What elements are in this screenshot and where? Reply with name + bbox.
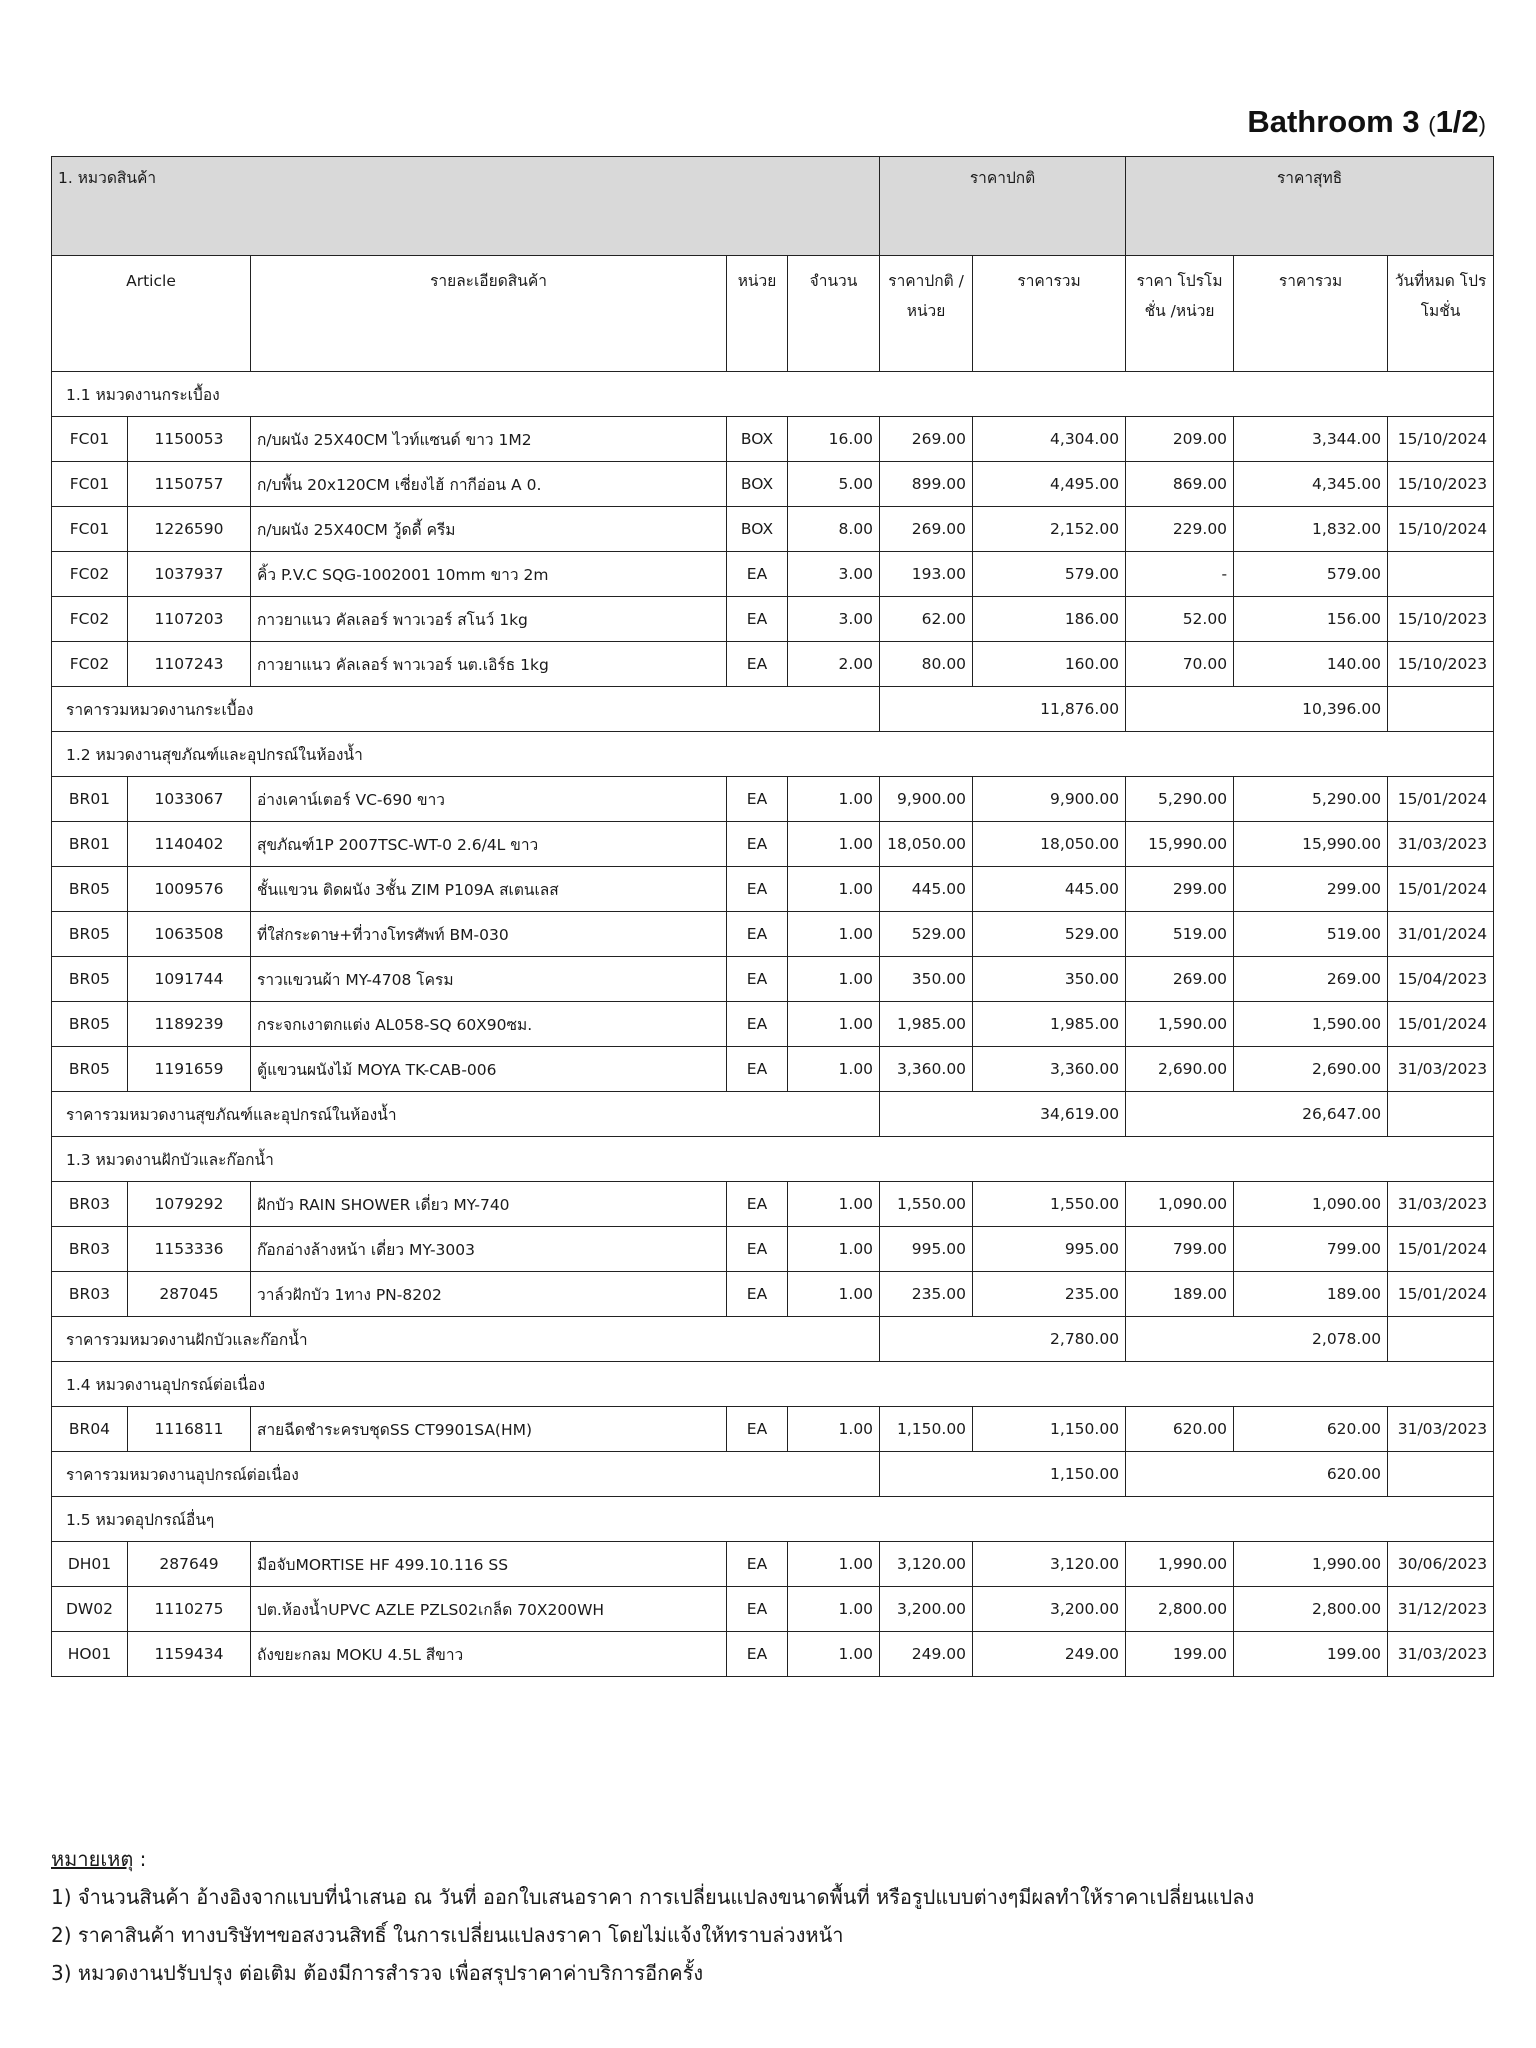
item-total: 445.00	[973, 867, 1126, 912]
table-row	[52, 552, 1494, 597]
section-header-row	[52, 1137, 1494, 1182]
item-promo-end: 15/10/2023	[1388, 462, 1494, 507]
section-title: 1.4 หมวดงานอุปกรณ์ต่อเนื่อง	[52, 1362, 1494, 1407]
table-row	[52, 642, 1494, 687]
subtotal-row	[52, 687, 1494, 732]
section-title: 1.3 หมวดงานฝักบัวและก๊อกน้ำ	[52, 1137, 1494, 1182]
item-unit-price: 9,900.00	[880, 777, 973, 822]
item-net-total: 2,800.00	[1234, 1587, 1388, 1632]
item-total: 3,200.00	[973, 1587, 1126, 1632]
item-net-total: 1,590.00	[1234, 1002, 1388, 1047]
item-article: 1063508	[128, 912, 251, 957]
item-promo-price: 209.00	[1126, 417, 1234, 462]
item-code: BR05	[52, 867, 128, 912]
item-promo-end: 31/03/2023	[1388, 1632, 1494, 1677]
column-header-row	[52, 256, 1494, 372]
col-description: รายละเอียดสินค้า	[251, 256, 727, 372]
item-code: BR05	[52, 912, 128, 957]
item-promo-price: 229.00	[1126, 507, 1234, 552]
item-promo-price: 519.00	[1126, 912, 1234, 957]
table-row	[52, 1227, 1494, 1272]
subtotal-empty-cell	[1388, 1452, 1494, 1497]
remark-line: 1) จำนวนสินค้า อ้างอิงจากแบบที่นำเสนอ ณ วันที่ ออกใบเสนอราคา การเปลี่ยนแปลงขนาดพื้นที่ หรือรูปแบบต่างๆมีผลทำให้ราคาเปลี่ยนแปลง	[51, 1885, 1255, 1909]
item-quantity: 1.00	[788, 867, 880, 912]
item-net-total: 156.00	[1234, 597, 1388, 642]
page-title	[0, 104, 1486, 140]
item-quantity: 1.00	[788, 1542, 880, 1587]
item-description: ตู้แขวนผนังไม้ MOYA TK-CAB-006	[251, 1047, 727, 1092]
item-promo-end: 15/10/2024	[1388, 507, 1494, 552]
item-net-total: 15,990.00	[1234, 822, 1388, 867]
item-unit: EA	[727, 1227, 788, 1272]
item-unit-price: 3,360.00	[880, 1047, 973, 1092]
item-unit: EA	[727, 1272, 788, 1317]
item-total: 529.00	[973, 912, 1126, 957]
item-promo-end: 31/03/2023	[1388, 822, 1494, 867]
item-article: 1191659	[128, 1047, 251, 1092]
item-net-total: 189.00	[1234, 1272, 1388, 1317]
item-unit: EA	[727, 1632, 788, 1677]
table-row	[52, 957, 1494, 1002]
table-row	[52, 507, 1494, 552]
item-promo-price: 70.00	[1126, 642, 1234, 687]
section-title: 1.1 หมวดงานกระเบื้อง	[52, 372, 1494, 417]
table-row	[52, 822, 1494, 867]
item-quantity: 1.00	[788, 1632, 880, 1677]
item-net-total: 799.00	[1234, 1227, 1388, 1272]
item-article: 1159434	[128, 1632, 251, 1677]
item-promo-end: 30/06/2023	[1388, 1542, 1494, 1587]
item-article: 1107203	[128, 597, 251, 642]
header-group-row	[52, 157, 1494, 256]
item-unit: EA	[727, 957, 788, 1002]
quotation-table	[51, 156, 1494, 1677]
table-row	[52, 597, 1494, 642]
item-code: BR05	[52, 1002, 128, 1047]
item-unit-price: 350.00	[880, 957, 973, 1002]
item-promo-end: 15/01/2024	[1388, 867, 1494, 912]
item-total: 4,495.00	[973, 462, 1126, 507]
item-code: FC01	[52, 417, 128, 462]
table-row	[52, 1002, 1494, 1047]
item-promo-price: 199.00	[1126, 1632, 1234, 1677]
item-unit-price: 3,200.00	[880, 1587, 973, 1632]
item-net-total: 620.00	[1234, 1407, 1388, 1452]
item-article: 1150757	[128, 462, 251, 507]
item-net-total: 519.00	[1234, 912, 1388, 957]
item-article: 287045	[128, 1272, 251, 1317]
item-unit-price: 1,150.00	[880, 1407, 973, 1452]
item-article: 1150053	[128, 417, 251, 462]
net-subtotal-value: 620.00	[1126, 1452, 1388, 1497]
item-code: FC01	[52, 462, 128, 507]
col-promo-end: วันที่หมด โปรโมชั่น	[1388, 256, 1494, 372]
item-unit: EA	[727, 822, 788, 867]
section-title: 1.2 หมวดงานสุขภัณฑ์และอุปกรณ์ในห้องน้ำ	[52, 732, 1494, 777]
item-code: HO01	[52, 1632, 128, 1677]
item-promo-end: 15/01/2024	[1388, 1002, 1494, 1047]
item-total: 1,550.00	[973, 1182, 1126, 1227]
item-description: ราวแขวนผ้า MY-4708 โครม	[251, 957, 727, 1002]
item-promo-end: 15/10/2023	[1388, 597, 1494, 642]
col-net-total: ราคารวม	[1234, 256, 1388, 372]
item-net-total: 2,690.00	[1234, 1047, 1388, 1092]
subtotal-empty-cell	[1388, 1092, 1494, 1137]
item-code: DH01	[52, 1542, 128, 1587]
item-quantity: 1.00	[788, 957, 880, 1002]
item-code: BR03	[52, 1272, 128, 1317]
item-total: 186.00	[973, 597, 1126, 642]
item-total: 350.00	[973, 957, 1126, 1002]
item-unit: EA	[727, 1047, 788, 1092]
item-total: 995.00	[973, 1227, 1126, 1272]
item-net-total: 299.00	[1234, 867, 1388, 912]
item-description: คิ้ว P.V.C SQG-1002001 10mm ขาว 2m	[251, 552, 727, 597]
net-subtotal-value: 2,078.00	[1126, 1317, 1388, 1362]
item-article: 1107243	[128, 642, 251, 687]
item-promo-price: 1,590.00	[1126, 1002, 1234, 1047]
table-row	[52, 1407, 1494, 1452]
item-promo-price: 15,990.00	[1126, 822, 1234, 867]
section-header-row	[52, 1497, 1494, 1542]
section-header-row	[52, 1362, 1494, 1407]
col-quantity: จำนวน	[788, 256, 880, 372]
item-unit: EA	[727, 1002, 788, 1047]
item-net-total: 140.00	[1234, 642, 1388, 687]
item-quantity: 1.00	[788, 1587, 880, 1632]
item-promo-price: 620.00	[1126, 1407, 1234, 1452]
net-subtotal-value: 26,647.00	[1126, 1092, 1388, 1137]
item-description: ถังขยะกลม MOKU 4.5L สีขาว	[251, 1632, 727, 1677]
item-unit: BOX	[727, 507, 788, 552]
table-row	[52, 1047, 1494, 1092]
table-row	[52, 417, 1494, 462]
item-promo-end: 15/10/2023	[1388, 642, 1494, 687]
title-page: 1/2	[1435, 104, 1479, 139]
table-row	[52, 1587, 1494, 1632]
item-quantity: 16.00	[788, 417, 880, 462]
item-quantity: 1.00	[788, 1407, 880, 1452]
item-total: 160.00	[973, 642, 1126, 687]
item-promo-end	[1388, 552, 1494, 597]
item-code: BR03	[52, 1182, 128, 1227]
item-code: BR01	[52, 777, 128, 822]
item-unit: EA	[727, 552, 788, 597]
item-description: ก๊อกอ่างล้างหน้า เดี่ยว MY-3003	[251, 1227, 727, 1272]
title-paren-close: )	[1478, 112, 1486, 137]
col-promo-price: ราคา โปรโมชั่น /หน่วย	[1126, 256, 1234, 372]
item-description: ที่ใส่กระดาษ+ที่วางโทรศัพท์ BM-030	[251, 912, 727, 957]
item-promo-price: 5,290.00	[1126, 777, 1234, 822]
item-unit-price: 995.00	[880, 1227, 973, 1272]
item-unit-price: 269.00	[880, 507, 973, 552]
remarks-colon: :	[133, 1847, 147, 1871]
item-net-total: 579.00	[1234, 552, 1388, 597]
table-row	[52, 1272, 1494, 1317]
item-unit-price: 62.00	[880, 597, 973, 642]
title-main: Bathroom 3	[1247, 104, 1420, 139]
table-row	[52, 462, 1494, 507]
normal-price-header: ราคาปกติ	[880, 157, 1126, 256]
item-net-total: 1,090.00	[1234, 1182, 1388, 1227]
item-net-total: 1,990.00	[1234, 1542, 1388, 1587]
item-code: FC02	[52, 552, 128, 597]
item-quantity: 3.00	[788, 552, 880, 597]
item-quantity: 2.00	[788, 642, 880, 687]
item-article: 1226590	[128, 507, 251, 552]
item-article: 1110275	[128, 1587, 251, 1632]
col-unit-price: ราคาปกติ /หน่วย	[880, 256, 973, 372]
subtotal-value: 11,876.00	[880, 687, 1126, 732]
table-row	[52, 867, 1494, 912]
item-description: สายฉีดชำระครบชุดSS CT9901SA(HM)	[251, 1407, 727, 1452]
item-unit-price: 899.00	[880, 462, 973, 507]
item-promo-price: 1,990.00	[1126, 1542, 1234, 1587]
col-article: Article	[52, 256, 251, 372]
item-unit: EA	[727, 1407, 788, 1452]
item-quantity: 1.00	[788, 1272, 880, 1317]
table-row	[52, 912, 1494, 957]
item-promo-price: 299.00	[1126, 867, 1234, 912]
item-unit: EA	[727, 777, 788, 822]
category-header: 1. หมวดสินค้า	[52, 157, 880, 256]
item-unit-price: 445.00	[880, 867, 973, 912]
item-unit-price: 529.00	[880, 912, 973, 957]
item-promo-price: 2,690.00	[1126, 1047, 1234, 1092]
remarks-title: หมายเหตุ	[51, 1847, 134, 1871]
item-unit-price: 18,050.00	[880, 822, 973, 867]
item-promo-price: 2,800.00	[1126, 1587, 1234, 1632]
subtotal-empty-cell	[1388, 1317, 1494, 1362]
item-net-total: 5,290.00	[1234, 777, 1388, 822]
item-description: กาวยาแนว คัลเลอร์ พาวเวอร์ สโนว์ 1kg	[251, 597, 727, 642]
item-promo-end: 15/01/2024	[1388, 777, 1494, 822]
item-quantity: 5.00	[788, 462, 880, 507]
item-unit-price: 249.00	[880, 1632, 973, 1677]
title-paren-open: (	[1428, 112, 1436, 137]
item-code: FC01	[52, 507, 128, 552]
item-unit: EA	[727, 642, 788, 687]
item-article: 1091744	[128, 957, 251, 1002]
item-unit-price: 1,550.00	[880, 1182, 973, 1227]
item-promo-price: -	[1126, 552, 1234, 597]
item-quantity: 1.00	[788, 777, 880, 822]
subtotal-row	[52, 1452, 1494, 1497]
item-promo-end: 15/01/2024	[1388, 1272, 1494, 1317]
item-unit-price: 1,985.00	[880, 1002, 973, 1047]
item-article: 1009576	[128, 867, 251, 912]
item-promo-end: 31/03/2023	[1388, 1407, 1494, 1452]
remarks	[51, 1840, 1501, 1992]
remark-line: 3) หมวดงานปรับปรุง ต่อเติม ต้องมีการสำรวจ เพื่อสรุปราคาค่าบริการอีกครั้ง	[51, 1961, 704, 1985]
subtotal-label: ราคารวมหมวดงานฝักบัวและก๊อกน้ำ	[52, 1317, 880, 1362]
item-article: 1033067	[128, 777, 251, 822]
subtotal-value: 1,150.00	[880, 1452, 1126, 1497]
item-code: BR04	[52, 1407, 128, 1452]
item-total: 235.00	[973, 1272, 1126, 1317]
item-total: 3,360.00	[973, 1047, 1126, 1092]
item-description: ก/บพื้น 20x120CM เซี่ยงไฮ้ กากีอ่อน A 0.	[251, 462, 727, 507]
item-article: 1116811	[128, 1407, 251, 1452]
item-promo-price: 1,090.00	[1126, 1182, 1234, 1227]
item-promo-price: 52.00	[1126, 597, 1234, 642]
item-description: อ่างเคาน์เตอร์ VC-690 ขาว	[251, 777, 727, 822]
item-quantity: 1.00	[788, 822, 880, 867]
item-promo-end: 31/12/2023	[1388, 1587, 1494, 1632]
item-code: DW02	[52, 1587, 128, 1632]
subtotal-value: 34,619.00	[880, 1092, 1126, 1137]
item-unit: EA	[727, 867, 788, 912]
item-total: 579.00	[973, 552, 1126, 597]
section-title: 1.5 หมวดอุปกรณ์อื่นๆ	[52, 1497, 1494, 1542]
subtotal-label: ราคารวมหมวดงานสุขภัณฑ์และอุปกรณ์ในห้องน้ำ	[52, 1092, 880, 1137]
item-description: วาล์วฝักบัว 1ทาง PN-8202	[251, 1272, 727, 1317]
item-quantity: 8.00	[788, 507, 880, 552]
item-quantity: 1.00	[788, 1182, 880, 1227]
table-row	[52, 1182, 1494, 1227]
item-quantity: 1.00	[788, 1047, 880, 1092]
subtotal-label: ราคารวมหมวดงานกระเบื้อง	[52, 687, 880, 732]
item-description: กาวยาแนว คัลเลอร์ พาวเวอร์ นต.เอิร์ธ 1kg	[251, 642, 727, 687]
item-code: BR01	[52, 822, 128, 867]
item-unit: EA	[727, 1542, 788, 1587]
item-total: 9,900.00	[973, 777, 1126, 822]
table-row	[52, 1632, 1494, 1677]
item-promo-end: 31/03/2023	[1388, 1182, 1494, 1227]
item-description: มือจับMORTISE HF 499.10.116 SS	[251, 1542, 727, 1587]
item-code: FC02	[52, 597, 128, 642]
item-article: 1037937	[128, 552, 251, 597]
item-total: 3,120.00	[973, 1542, 1126, 1587]
item-promo-price: 799.00	[1126, 1227, 1234, 1272]
table-row	[52, 777, 1494, 822]
item-total: 4,304.00	[973, 417, 1126, 462]
subtotal-row	[52, 1317, 1494, 1362]
item-promo-end: 15/10/2024	[1388, 417, 1494, 462]
remark-line: 2) ราคาสินค้า ทางบริษัทฯขอสงวนสิทธิ์ ในการเปลี่ยนแปลงราคา โดยไม่แจ้งให้ทราบล่วงหน้า	[51, 1923, 844, 1947]
item-promo-end: 31/03/2023	[1388, 1047, 1494, 1092]
subtotal-value: 2,780.00	[880, 1317, 1126, 1362]
item-description: ฝักบัว RAIN SHOWER เดี่ยว MY-740	[251, 1182, 727, 1227]
item-promo-end: 15/01/2024	[1388, 1227, 1494, 1272]
item-net-total: 269.00	[1234, 957, 1388, 1002]
item-article: 1140402	[128, 822, 251, 867]
item-total: 1,985.00	[973, 1002, 1126, 1047]
item-article: 287649	[128, 1542, 251, 1587]
section-header-row	[52, 372, 1494, 417]
subtotal-label: ราคารวมหมวดงานอุปกรณ์ต่อเนื่อง	[52, 1452, 880, 1497]
item-unit-price: 269.00	[880, 417, 973, 462]
table-row	[52, 1542, 1494, 1587]
item-promo-end: 31/01/2024	[1388, 912, 1494, 957]
item-code: FC02	[52, 642, 128, 687]
section-header-row	[52, 732, 1494, 777]
item-total: 2,152.00	[973, 507, 1126, 552]
item-unit: EA	[727, 1587, 788, 1632]
item-description: ชั้นแขวน ติดผนัง 3ชั้น ZIM P109A สเตนเลส	[251, 867, 727, 912]
subtotal-row	[52, 1092, 1494, 1137]
item-quantity: 1.00	[788, 1227, 880, 1272]
item-description: ก/บผนัง 25X40CM วู้ดดี้ ครีม	[251, 507, 727, 552]
col-total: ราคารวม	[973, 256, 1126, 372]
item-article: 1189239	[128, 1002, 251, 1047]
item-article: 1079292	[128, 1182, 251, 1227]
net-subtotal-value: 10,396.00	[1126, 687, 1388, 732]
item-unit: EA	[727, 597, 788, 642]
item-net-total: 1,832.00	[1234, 507, 1388, 552]
item-net-total: 3,344.00	[1234, 417, 1388, 462]
item-unit-price: 3,120.00	[880, 1542, 973, 1587]
item-promo-price: 269.00	[1126, 957, 1234, 1002]
item-code: BR05	[52, 957, 128, 1002]
net-price-header: ราคาสุทธิ	[1126, 157, 1494, 256]
item-description: ปต.ห้องน้ำUPVC AZLE PZLS02เกล็ด 70X200WH	[251, 1587, 727, 1632]
item-promo-price: 189.00	[1126, 1272, 1234, 1317]
item-description: สุขภัณฑ์1P 2007TSC-WT-0 2.6/4L ขาว	[251, 822, 727, 867]
item-unit-price: 80.00	[880, 642, 973, 687]
item-promo-end: 15/04/2023	[1388, 957, 1494, 1002]
item-net-total: 4,345.00	[1234, 462, 1388, 507]
col-unit: หน่วย	[727, 256, 788, 372]
item-unit-price: 193.00	[880, 552, 973, 597]
item-quantity: 3.00	[788, 597, 880, 642]
item-article: 1153336	[128, 1227, 251, 1272]
item-unit: BOX	[727, 462, 788, 507]
item-unit-price: 235.00	[880, 1272, 973, 1317]
item-quantity: 1.00	[788, 912, 880, 957]
item-unit: EA	[727, 1182, 788, 1227]
item-code: BR05	[52, 1047, 128, 1092]
item-description: กระจกเงาตกแต่ง AL058-SQ 60X90ซม.	[251, 1002, 727, 1047]
item-description: ก/บผนัง 25X40CM ไวท์แซนด์ ขาว 1M2	[251, 417, 727, 462]
item-unit: EA	[727, 912, 788, 957]
item-total: 18,050.00	[973, 822, 1126, 867]
item-total: 1,150.00	[973, 1407, 1126, 1452]
item-unit: BOX	[727, 417, 788, 462]
item-total: 249.00	[973, 1632, 1126, 1677]
subtotal-empty-cell	[1388, 687, 1494, 732]
item-net-total: 199.00	[1234, 1632, 1388, 1677]
item-quantity: 1.00	[788, 1002, 880, 1047]
item-code: BR03	[52, 1227, 128, 1272]
item-promo-price: 869.00	[1126, 462, 1234, 507]
